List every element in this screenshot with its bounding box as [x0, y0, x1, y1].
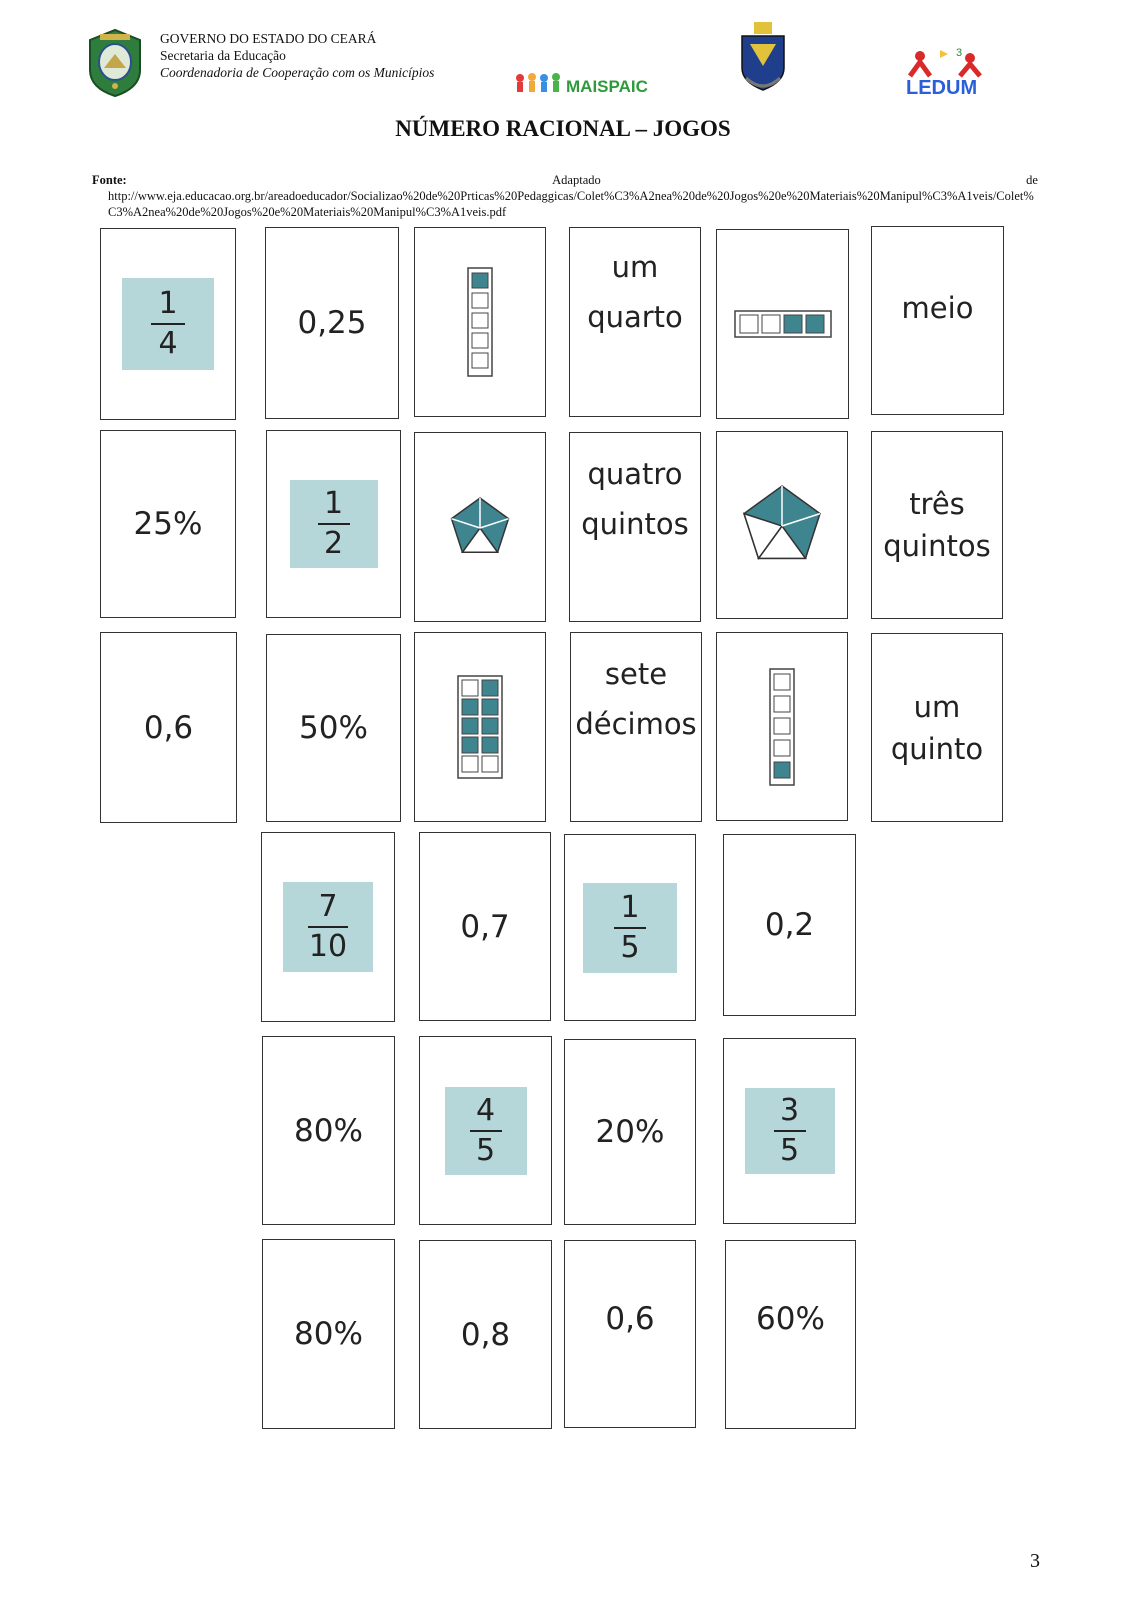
card-decimal [564, 1240, 696, 1428]
card-word: sete [604, 657, 668, 691]
pentagon-4-of-5-icon [447, 495, 513, 559]
source-de: de [1026, 173, 1038, 187]
header-line-coordination: Coordenadoria de Cooperação com os Municípios [160, 65, 435, 80]
maispaic-logo [512, 70, 648, 98]
card-percent [262, 1036, 395, 1225]
fraction-box [290, 480, 378, 568]
card-words [570, 632, 702, 822]
fraction-denominator: 5 [620, 929, 640, 965]
card-word: quinto [890, 731, 984, 766]
card-percent [725, 1240, 856, 1429]
fraction-numerator: 1 [323, 486, 344, 521]
card-picture [414, 227, 546, 417]
card-percent [564, 1039, 696, 1225]
fraction-denominator: 5 [475, 1132, 496, 1168]
card-picture [414, 632, 546, 822]
card-value: 80% [294, 1316, 363, 1352]
card-decimal [419, 832, 551, 1021]
page-title: NÚMERO RACIONAL – JOGOS [395, 116, 731, 141]
header-line-secretariat: Secretaria da Educação [160, 48, 286, 63]
fraction-numerator: 3 [779, 1093, 800, 1128]
fraction-numerator: 1 [620, 889, 640, 925]
header-line-government: GOVERNO DO ESTADO DO CEARÁ [160, 31, 377, 46]
source-note [92, 172, 1038, 220]
fraction-box [445, 1087, 527, 1175]
card-words [871, 226, 1004, 415]
card-value: 50% [299, 710, 368, 746]
card-word: quintos [883, 529, 991, 563]
card-value: 0,6 [143, 709, 194, 746]
card-picture [716, 632, 848, 821]
card-value: 20% [595, 1114, 665, 1150]
fraction-numerator: 4 [475, 1092, 496, 1128]
fraction-box [283, 882, 373, 972]
card-word: meio [901, 291, 974, 325]
card-fraction [419, 1036, 552, 1225]
card-picture [414, 432, 546, 622]
ceara-coat-of-arms-logo [86, 26, 144, 98]
svg-text:3: 3 [956, 47, 963, 59]
source-label: Fonte: [92, 173, 127, 187]
fraction-denominator: 4 [158, 326, 178, 361]
horizontal-bar-2-of-4-icon [734, 310, 832, 338]
card-word: quarto [587, 300, 683, 334]
card-words [569, 432, 701, 622]
card-decimal [265, 227, 399, 419]
card-word: quatro [587, 457, 683, 491]
fraction-numerator: 7 [318, 889, 338, 924]
card-percent [262, 1239, 395, 1429]
card-decimal [419, 1240, 552, 1429]
source-url: http://www.eja.educacao.org.br/areadoeducador/Socializao%20de%20Prticas%20Pedaggicas/Colet%C3%A2nea%20de%20Jogos%20e%20Materiais%20Manipul%C3%A1veis/Colet%C3%A2nea%20de%20Jogos%20e%20Materiais%20Manipul%C3%A1veis.pdf [108, 189, 1034, 219]
card-value: 25% [133, 506, 203, 542]
card-decimal [100, 632, 237, 823]
card-value: 0,7 [460, 908, 510, 945]
card-value: 0,25 [297, 305, 367, 341]
fraction-numerator: 1 [158, 286, 178, 321]
fraction-box [745, 1088, 835, 1174]
header-text [160, 30, 434, 81]
fraction-denominator: 5 [779, 1133, 800, 1168]
card-fraction [266, 430, 401, 618]
vertical-bar-1-of-5-bottom-icon [769, 668, 795, 786]
card-word: um [913, 689, 961, 724]
card-percent [100, 430, 236, 618]
card-decimal [723, 834, 856, 1016]
vertical-bar-1-of-5-icon [467, 267, 493, 377]
card-words [871, 633, 1003, 822]
grid-7-of-10-icon [457, 675, 503, 779]
ledum-logo [904, 44, 984, 99]
card-value: 0,8 [460, 1316, 511, 1353]
card-picture [716, 431, 848, 619]
card-word: décimos [575, 707, 697, 741]
fraction-denominator: 2 [323, 526, 344, 561]
card-value: 0,6 [605, 1301, 655, 1337]
card-fraction [261, 832, 395, 1022]
card-word: um [611, 250, 659, 284]
card-value: 80% [294, 1112, 363, 1149]
card-word: quintos [581, 507, 689, 541]
card-percent [266, 634, 401, 822]
maispaic-logo-text: MAISPAIC [566, 77, 648, 96]
pentagon-3-of-5-icon [739, 483, 825, 567]
page-number: 3 [1030, 1550, 1040, 1572]
card-picture [716, 229, 849, 419]
card-fraction [100, 228, 236, 420]
card-words [569, 227, 701, 417]
fraction-box [583, 883, 677, 973]
fraction-box [122, 278, 214, 370]
card-value: 0,2 [764, 907, 815, 943]
card-value: 60% [756, 1301, 825, 1337]
source-adapted: Adaptado [552, 173, 601, 187]
card-word: três [909, 487, 965, 521]
card-fraction [723, 1038, 856, 1224]
university-crest-logo [734, 20, 792, 96]
fraction-denominator: 10 [308, 929, 348, 964]
card-words [871, 431, 1003, 619]
ledum-logo-text: LEDUM [906, 77, 978, 99]
card-fraction [564, 834, 696, 1021]
